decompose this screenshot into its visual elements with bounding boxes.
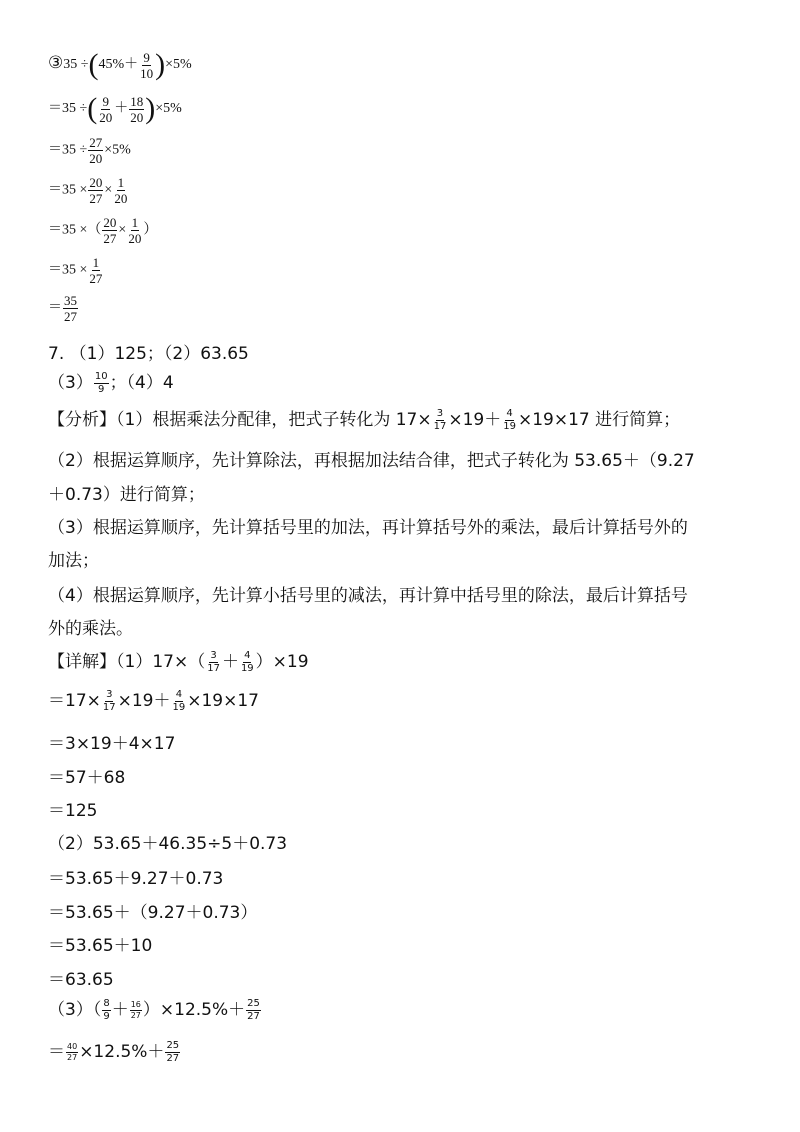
expr-text: 35 ÷ <box>63 57 89 73</box>
expr-text: ＋ <box>111 1000 129 1020</box>
step3-line4 <box>48 176 129 205</box>
detail-label: 【详解】 <box>48 652 116 672</box>
expr-text: ） <box>143 222 158 238</box>
fraction: $\frac{3}{17}$ <box>207 649 220 674</box>
expr-text: ×5% <box>155 101 182 117</box>
fraction: $\frac{1}{20}$ <box>128 215 142 246</box>
fraction: $\frac{10}{9}$ <box>94 370 108 395</box>
fraction: $\frac{1}{27}$ <box>89 255 103 286</box>
analysis-line2: （2）根据运算顺序，先计算除法，再根据加法结合律，把式子转化为 53.65＋（9.27 <box>48 451 695 471</box>
step3-line3 <box>48 136 131 165</box>
fraction: $\frac{20}{27}$ <box>103 215 117 246</box>
expr-text: ＝35 ×（ <box>48 222 102 238</box>
fraction: $\frac{9}{20}$ <box>99 93 113 125</box>
expr-text: （1）17×（ <box>116 652 206 672</box>
fraction: $\frac{1}{20}$ <box>114 175 128 206</box>
right-paren: ) <box>145 92 156 125</box>
detail2-line2: ＝53.65＋9.27＋0.73 <box>48 869 224 889</box>
analysis-line4b: 外的乘法。 <box>48 619 133 639</box>
fraction: $\frac{3}{17}$ <box>102 688 116 713</box>
expr-text: × <box>118 222 127 238</box>
expr-text: ＝35 ÷ <box>48 101 88 117</box>
left-paren: ( <box>87 92 98 125</box>
fraction: $\frac{27}{20}$ <box>89 135 103 166</box>
analysis-line4: （4）根据运算顺序，先计算小括号里的减法，再计算中括号里的除法，最后计算括号 <box>48 586 688 606</box>
detail-line3: ＝3×19＋4×17 <box>48 734 176 754</box>
expr-text: ＋ <box>114 101 129 117</box>
left-paren: ( <box>88 48 99 81</box>
fraction: $\frac{8}{9}$ <box>103 997 110 1022</box>
analysis-label: 【分析】 <box>48 410 116 430</box>
expr-text: ；（4）4 <box>109 373 174 393</box>
expr-text: ×5% <box>104 142 131 158</box>
fraction: $\frac{25}{27}$ <box>166 1039 180 1064</box>
fraction: $\frac{25}{27}$ <box>247 997 260 1022</box>
expr-text: ×19×17 进行简算； <box>517 410 681 430</box>
q7-answers-line1: 7. （1）125；（2）63.65 <box>48 344 249 364</box>
detail2-line4: ＝53.65＋10 <box>48 936 153 956</box>
detail-line2 <box>48 686 259 713</box>
detail-line1 <box>48 647 309 674</box>
fraction: $\frac{16}{27}$ <box>130 999 141 1020</box>
expr-text: ×5% <box>165 57 192 73</box>
fraction: $\frac{3}{17}$ <box>433 407 447 432</box>
detail-line5: ＝125 <box>48 801 98 821</box>
expr-text: ＝35 ÷ <box>48 142 88 158</box>
expr-text: ×19＋ <box>448 410 502 430</box>
analysis-line1 <box>48 405 680 432</box>
expr-text: ＝35 × <box>48 182 88 198</box>
fraction: $\frac{35}{27}$ <box>64 293 77 324</box>
fraction: $\frac{20}{27}$ <box>89 175 103 206</box>
step3-line1 <box>48 50 192 80</box>
expr-text: （1）根据乘法分配律，把式子转化为 17× <box>116 410 432 430</box>
detail-line4: ＝57＋68 <box>48 768 126 788</box>
expr-text: ＝17× <box>48 691 101 711</box>
q7-answers-line2 <box>48 368 174 395</box>
expr-text: 45%＋ <box>98 57 139 73</box>
detail3-line1 <box>48 995 262 1022</box>
step3-line7 <box>48 294 79 323</box>
fraction: $\frac{4}{19}$ <box>172 688 186 713</box>
expr-text: ＝35 × <box>48 262 88 278</box>
circled-number-marker: ③ <box>48 53 64 73</box>
expr-text: ）×19 <box>255 652 309 672</box>
expr-text: ＝ <box>48 1042 65 1062</box>
expr-text: ×12.5%＋ <box>79 1042 165 1062</box>
analysis-line3: （3）根据运算顺序，先计算括号里的加法，再计算括号外的乘法，最后计算括号外的 <box>48 518 688 538</box>
analysis-line3b: 加法； <box>48 551 99 571</box>
fraction: $\frac{4}{19}$ <box>503 407 516 432</box>
expr-text: ）×12.5%＋ <box>142 1000 246 1020</box>
expr-text: ×19×17 <box>187 691 260 711</box>
expr-text: × <box>104 182 113 198</box>
detail2-line3: ＝53.65＋（9.27＋0.73） <box>48 903 258 923</box>
detail3-line2 <box>48 1037 181 1064</box>
expr-text: （3）（ <box>48 1000 102 1020</box>
right-paren: ) <box>155 48 166 81</box>
fraction: $\frac{9}{10}$ <box>140 49 154 81</box>
expr-text: （3） <box>48 373 93 393</box>
step3-line6 <box>48 256 104 285</box>
fraction: $\frac{40}{27}$ <box>67 1041 78 1062</box>
expr-text: ×19＋ <box>117 691 171 711</box>
detail2-line1: （2）53.65＋46.35÷5＋0.73 <box>48 834 288 854</box>
expr-text: ＋ <box>221 652 239 672</box>
step3-line5 <box>48 216 157 245</box>
step3-line2 <box>48 94 182 124</box>
detail2-line5: ＝63.65 <box>48 970 114 990</box>
fraction: $\frac{18}{20}$ <box>130 93 144 125</box>
fraction: $\frac{4}{19}$ <box>240 649 254 674</box>
analysis-line2b: ＋0.73）进行简算； <box>48 485 205 505</box>
expr-text: ＝ <box>48 300 62 316</box>
